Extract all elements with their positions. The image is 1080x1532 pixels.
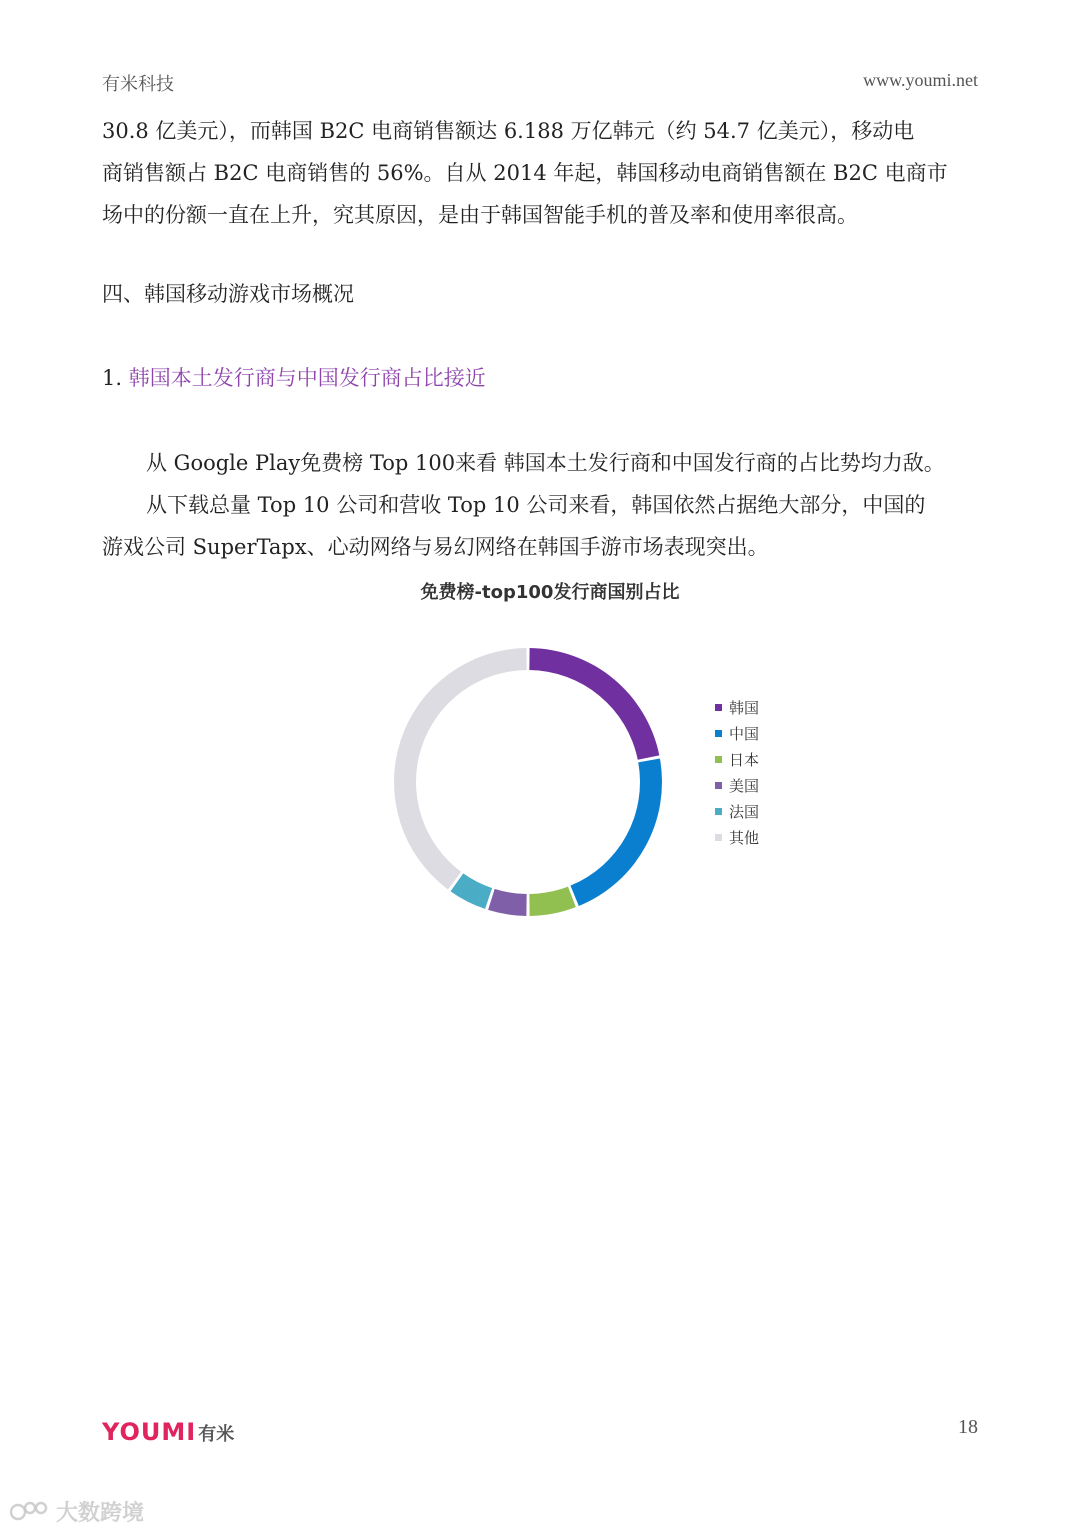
legend-swatch xyxy=(715,704,722,711)
footer-brand: YOUMI xyxy=(102,1418,197,1446)
donut-slice-法国 xyxy=(451,873,493,909)
donut-chart xyxy=(330,572,790,932)
legend-item xyxy=(715,824,759,850)
legend-label: 日本 xyxy=(729,750,760,769)
watermark-icon xyxy=(10,1500,50,1524)
chart-title: 免费榜-top100发行商国别占比 xyxy=(420,582,680,603)
footer-brand-cn: 有米 xyxy=(198,1424,235,1445)
paragraph-line: 游戏公司 SuperTapx、心动网络与易幻网络在韩国手游市场表现突出。 xyxy=(102,535,769,559)
donut-svg xyxy=(330,572,710,932)
watermark xyxy=(10,1496,144,1527)
legend-item xyxy=(715,772,759,798)
legend-item xyxy=(715,746,759,772)
subsection-heading xyxy=(102,362,486,392)
donut-slice-美国 xyxy=(488,889,527,916)
chart-legend xyxy=(715,694,759,850)
legend-item xyxy=(715,694,759,720)
header-company: 有米科技 xyxy=(102,74,174,95)
legend-label: 韩国 xyxy=(729,698,760,717)
paragraph-line: 商销售额占 B2C 电商销售的 56%。自从 2014 年起，韩国移动电商销售额在 B2C 电商市 xyxy=(102,161,948,185)
donut-slice-其他 xyxy=(394,648,527,889)
legend-swatch xyxy=(715,834,722,841)
section-heading: 四、韩国移动游戏市场概况 xyxy=(102,282,354,306)
subsection-number: 1. xyxy=(102,366,129,390)
donut-slice-韩国 xyxy=(529,648,659,760)
paragraph-line: 从下载总量 Top 10 公司和营收 Top 10 公司来看，韩国依然占据绝大部分，中国的 xyxy=(146,493,926,517)
watermark-text: 大数跨境 xyxy=(56,1501,145,1526)
header-website[interactable]: www.youmi.net xyxy=(863,70,978,90)
subsection-title: 韩国本土发行商与中国发行商占比接近 xyxy=(128,366,486,390)
paragraph-line: 30.8 亿美元），而韩国 B2C 电商销售额达 6.188 万亿韩元（约 54.7 亿美元），移动电 xyxy=(102,119,915,143)
page-number: 18 xyxy=(958,1416,978,1438)
donut-slice-中国 xyxy=(570,758,662,906)
legend-swatch xyxy=(715,808,722,815)
paragraph-publishers xyxy=(102,442,978,568)
legend-swatch xyxy=(715,782,722,789)
legend-label: 中国 xyxy=(729,724,760,743)
donut-slice-日本 xyxy=(529,887,575,916)
paragraph-line: 从 Google Play免费榜 Top 100来看 韩国本土发行商和中国发行商的占比势均力敌。 xyxy=(146,451,945,475)
legend-label: 美国 xyxy=(729,776,760,795)
legend-swatch xyxy=(715,756,722,763)
legend-label: 法国 xyxy=(729,802,760,821)
legend-item xyxy=(715,798,759,824)
legend-item xyxy=(715,720,759,746)
paragraph-ecommerce xyxy=(102,110,978,236)
footer-logo xyxy=(102,1418,234,1446)
legend-label: 其他 xyxy=(729,828,760,847)
paragraph-line: 场中的份额一直在上升，究其原因，是由于韩国智能手机的普及率和使用率很高。 xyxy=(102,203,858,227)
legend-swatch xyxy=(715,730,722,737)
